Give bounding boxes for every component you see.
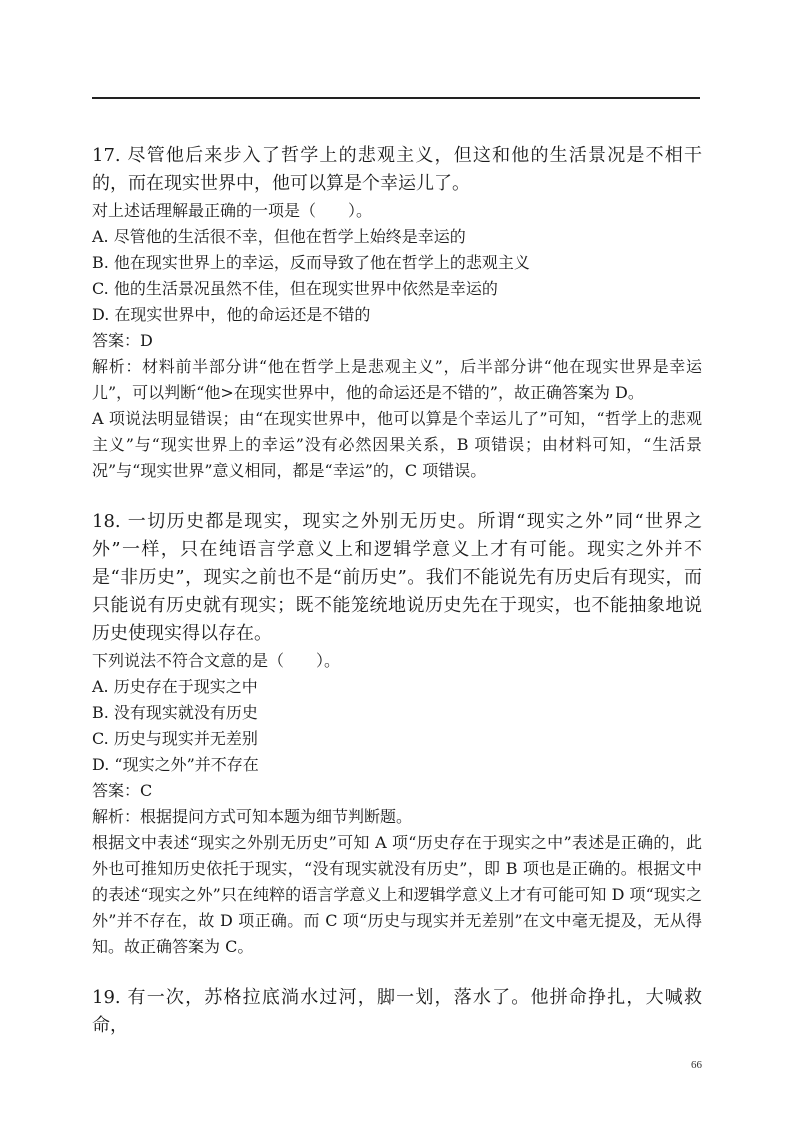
question-17-option-b: B. 他在现实世界上的幸运，反而导致了他在哲学上的悲观主义	[92, 253, 530, 272]
question-18-stem: 18. 一切历史都是现实，现实之外别无历史。所谓“现实之外”同“世界之外”一样，只在纯语言学意义上和逻辑学意义上才有可能。现实之外并不是“非历史”，现实之前也不是“前历史”。我们不能说先有历史后有现实，而只能说有历史就有现实；既不能笼统地说历史先在于现实，也不能抽象地说历史使现实得以存在。	[92, 511, 702, 644]
question-17-analysis-detail: A 项说法明显错误；由“在现实世界中，他可以算是个幸运儿了”可知，“哲学上的悲观主义”与“现实世界上的幸运”没有必然因果关系，B 项错误；由材料可知，“生活景况”与“现实世界”意义相同，都是“幸运”的，C 项错误。	[92, 409, 702, 480]
question-17-option-c: C. 他的生活景况虽然不佳，但在现实世界中依然是幸运的	[92, 279, 498, 298]
question-19-stem: 19. 有一次，苏格拉底淌水过河，脚一划，落水了。他拼命挣扎，大喊救命，	[92, 987, 702, 1036]
header-rule	[92, 97, 700, 99]
question-18-option-c: C. 历史与现实并无差别	[92, 729, 258, 748]
question-18-analysis: 解析：根据提问方式可知本题为细节判断题。	[92, 807, 413, 826]
question-18-option-d: D. “现实之外”并不存在	[92, 755, 259, 774]
page-number: 66	[691, 1059, 702, 1071]
question-19	[92, 984, 702, 1040]
question-18-prompt: 下列说法不符合文意的是（ ）。	[92, 651, 341, 670]
question-18-option-a: A. 历史存在于现实之中	[92, 677, 258, 696]
question-17-option-a: A. 尽管他的生活很不幸，但他在哲学上始终是幸运的	[92, 227, 466, 246]
question-18-option-b: B. 没有现实就没有历史	[92, 703, 258, 722]
page-content	[92, 142, 702, 1040]
question-17	[92, 142, 702, 484]
question-18	[92, 508, 702, 960]
question-18-answer: 答案：C	[92, 781, 153, 800]
question-17-answer: 答案：D	[92, 331, 153, 350]
question-18-analysis-detail: 根据文中表述“现实之外别无历史”可知 A 项“历史存在于现实之中”表述是正确的，此外也可推知历史依托于现实，“没有现实就没有历史”，即 B 项也是正确的。根据文中的表述“现实之外”只在纯粹的语言学意义上和逻辑学意义上才有可能可知 D 项“现实之外”并不存在，故 D 项正确。而 C 项“历史与现实并无差别”在文中毫无提及，无从得知。故正确答案为 C。	[92, 833, 702, 956]
question-17-option-d: D. 在现实世界中，他的命运还是不错的	[92, 305, 371, 324]
question-17-prompt: 对上述话理解最正确的一项是（ ）。	[92, 201, 373, 220]
question-17-analysis: 解析：材料前半部分讲“他在哲学上是悲观主义”，后半部分讲“他在现实世界是幸运儿”，可以判断“他>在现实世界中，他的命运还是不错的”，故正确答案为 D。	[92, 357, 702, 402]
question-17-stem: 17. 尽管他后来步入了哲学上的悲观主义，但这和他的生活景况是不相干的，而在现实世界中，他可以算是个幸运儿了。	[92, 145, 702, 194]
